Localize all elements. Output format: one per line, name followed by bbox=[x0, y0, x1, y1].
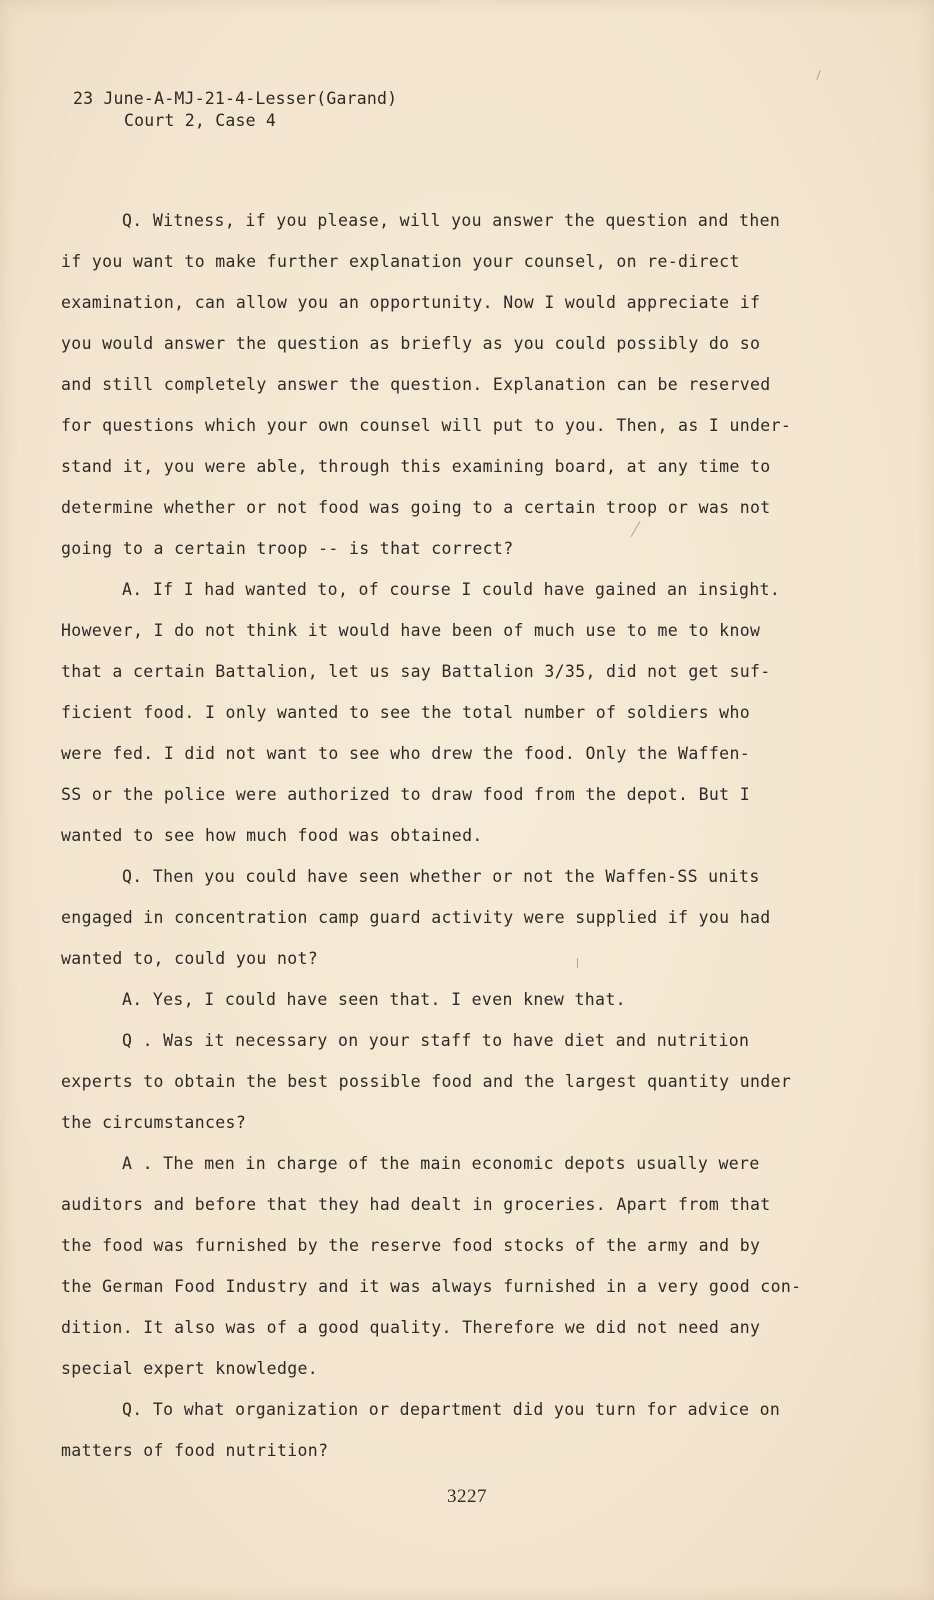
transcript-line: experts to obtain the best possible food and the largest quantity under bbox=[61, 1072, 792, 1091]
stray-mark bbox=[816, 70, 820, 80]
transcript-line: going to a certain troop -- is that correct? bbox=[61, 539, 514, 558]
transcript-line: if you want to make further explanation your counsel, on re-direct bbox=[61, 252, 740, 271]
transcript-line: special expert knowledge. bbox=[61, 1359, 319, 1378]
transcript-line: Q. To what organization or department did you turn for advice on bbox=[122, 1400, 781, 1419]
transcript-line: matters of food nutrition? bbox=[61, 1441, 329, 1460]
transcript-line: A . The men in charge of the main economic depots usually were bbox=[122, 1154, 760, 1173]
transcript-line: ficient food. I only wanted to see the total number of soldiers who bbox=[61, 703, 751, 722]
transcript-line: Q . Was it necessary on your staff to have diet and nutrition bbox=[122, 1031, 750, 1050]
transcript-paragraph bbox=[61, 979, 801, 1020]
transcript-line: SS or the police were authorized to draw food from the depot. But I bbox=[61, 785, 751, 804]
transcript-line: and still completely answer the question. Explanation can be reserved bbox=[61, 375, 771, 394]
page-number: 3227 bbox=[447, 1486, 487, 1507]
transcript-line: Q. Then you could have seen whether or not the Waffen-SS units bbox=[122, 867, 760, 886]
transcript-line: were fed. I did not want to see who drew the food. Only the Waffen- bbox=[61, 744, 751, 763]
transcript-line: that a certain Battalion, let us say Battalion 3/35, did not get suf- bbox=[61, 662, 771, 681]
transcript-line: you would answer the question as briefly as you could possibly do so bbox=[61, 334, 761, 353]
transcript-line: stand it, you were able, through this examining board, at any time to bbox=[61, 457, 771, 476]
transcript-paragraph bbox=[61, 1389, 801, 1471]
document-header bbox=[73, 88, 397, 132]
transcript-line: engaged in concentration camp guard activity were supplied if you had bbox=[61, 908, 771, 927]
transcript-line: wanted to see how much food was obtained. bbox=[61, 826, 483, 845]
transcript-line: auditors and before that they had dealt in groceries. Apart from that bbox=[61, 1195, 771, 1214]
transcript-body bbox=[61, 200, 801, 1471]
transcript-line: wanted to, could you not? bbox=[61, 949, 319, 968]
transcript-line: dition. It also was of a good quality. Therefore we did not need any bbox=[61, 1318, 761, 1337]
transcript-paragraph bbox=[61, 569, 801, 856]
transcript-line: determine whether or not food was going to a certain troop or was not bbox=[61, 498, 771, 517]
transcript-line: the circumstances? bbox=[61, 1113, 247, 1132]
transcript-line: However, I do not think it would have been of much use to me to know bbox=[61, 621, 761, 640]
header-court-case-line: Court 2, Case 4 bbox=[124, 111, 277, 130]
header-reference-line: 23 June-A-MJ-21-4-Lesser(Garand) bbox=[73, 89, 398, 108]
transcript-paragraph bbox=[61, 856, 801, 979]
transcript-line: examination, can allow you an opportunity. Now I would appreciate if bbox=[61, 293, 761, 312]
transcript-line: the food was furnished by the reserve food stocks of the army and by bbox=[61, 1236, 761, 1255]
transcript-line: for questions which your own counsel will put to you. Then, as I under- bbox=[61, 416, 792, 435]
stray-mark bbox=[577, 958, 578, 968]
transcript-paragraph bbox=[61, 200, 801, 569]
transcript-paragraph bbox=[61, 1143, 801, 1389]
transcript-line: A. Yes, I could have seen that. I even knew that. bbox=[122, 990, 626, 1009]
transcript-paragraph bbox=[61, 1020, 801, 1143]
transcript-line: the German Food Industry and it was always furnished in a very good con- bbox=[61, 1277, 802, 1296]
transcript-line: Q. Witness, if you please, will you answer the question and then bbox=[122, 211, 781, 230]
transcript-line: A. If I had wanted to, of course I could have gained an insight. bbox=[122, 580, 781, 599]
